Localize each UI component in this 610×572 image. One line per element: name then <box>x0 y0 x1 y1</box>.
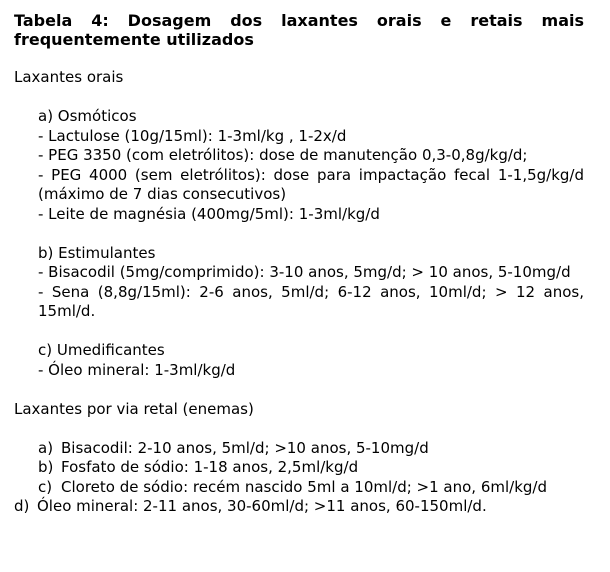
enema-item-mineral-oil <box>14 497 584 517</box>
table-title: Tabela 4: Dosagem dos laxantes orais e retais mais frequentemente utilizados <box>14 11 584 49</box>
spacer <box>14 419 584 439</box>
enema-item-sodium-phosphate <box>38 458 584 478</box>
list-marker: a) <box>38 438 54 457</box>
oral-laxatives-heading: Laxantes orais <box>14 68 124 86</box>
enema-item-text: Cloreto de sódio: recém nascido 5ml a 10ml/d; >1 ano, 6ml/kg/d <box>61 477 547 496</box>
enema-item-text: Bisacodil: 2-10 anos, 5ml/d; >10 anos, 5-10mg/d <box>61 438 429 457</box>
enema-item-sodium-chloride <box>38 478 584 498</box>
osmotic-heading: a) Osmóticos <box>38 107 137 125</box>
enema-item-text: Óleo mineral: 2-11 anos, 30-60ml/d; >11 anos, 60-150ml/d. <box>37 497 487 515</box>
osmotic-item-milk-of-magnesia: - Leite de magnésia (400mg/5ml): 1-3ml/kg/d <box>38 204 380 223</box>
spacer <box>14 88 584 108</box>
list-marker: d) <box>14 497 30 515</box>
spacer <box>14 322 584 342</box>
stimulant-heading: b) Estimulantes <box>38 243 156 262</box>
spacer <box>14 49 584 68</box>
stimulant-item-senna: - Sena (8,8g/15ml): 2-6 anos, 5ml/d; 6-12 anos, 10ml/d; > 12 anos, 15ml/d. <box>38 282 584 320</box>
spacer <box>14 380 584 400</box>
oral-laxatives-section <box>14 68 584 380</box>
enema-item-text: Fosfato de sódio: 1-18 anos, 2,5ml/kg/d <box>61 458 359 476</box>
enema-item-bisacodyl <box>38 439 584 459</box>
list-marker: c) <box>38 477 53 496</box>
document-page <box>14 11 584 517</box>
osmotic-item-lactulose: - Lactulose (10g/15ml): 1-3ml/kg , 1-2x/d <box>38 126 347 145</box>
stimulant-item-bisacodyl: - Bisacodil (5mg/comprimido): 3-10 anos, 5mg/d; > 10 anos, 5-10mg/d <box>38 263 571 281</box>
rectal-laxatives-heading: Laxantes por via retal (enemas) <box>14 399 254 418</box>
list-marker: b) <box>38 458 54 476</box>
spacer <box>14 224 584 244</box>
softener-heading: c) Umedificantes <box>38 341 165 359</box>
rectal-laxatives-section <box>14 400 584 517</box>
osmotic-item-peg4000: - PEG 4000 (sem eletrólitos): dose para impactação fecal 1-1,5g/kg/d (máximo de 7 dias consecutivos) <box>38 165 584 203</box>
softener-item-mineral-oil: - Óleo mineral: 1-3ml/kg/d <box>38 360 236 379</box>
osmotic-item-peg3350: - PEG 3350 (com eletrólitos): dose de manutenção 0,3-0,8g/kg/d; <box>38 146 528 164</box>
